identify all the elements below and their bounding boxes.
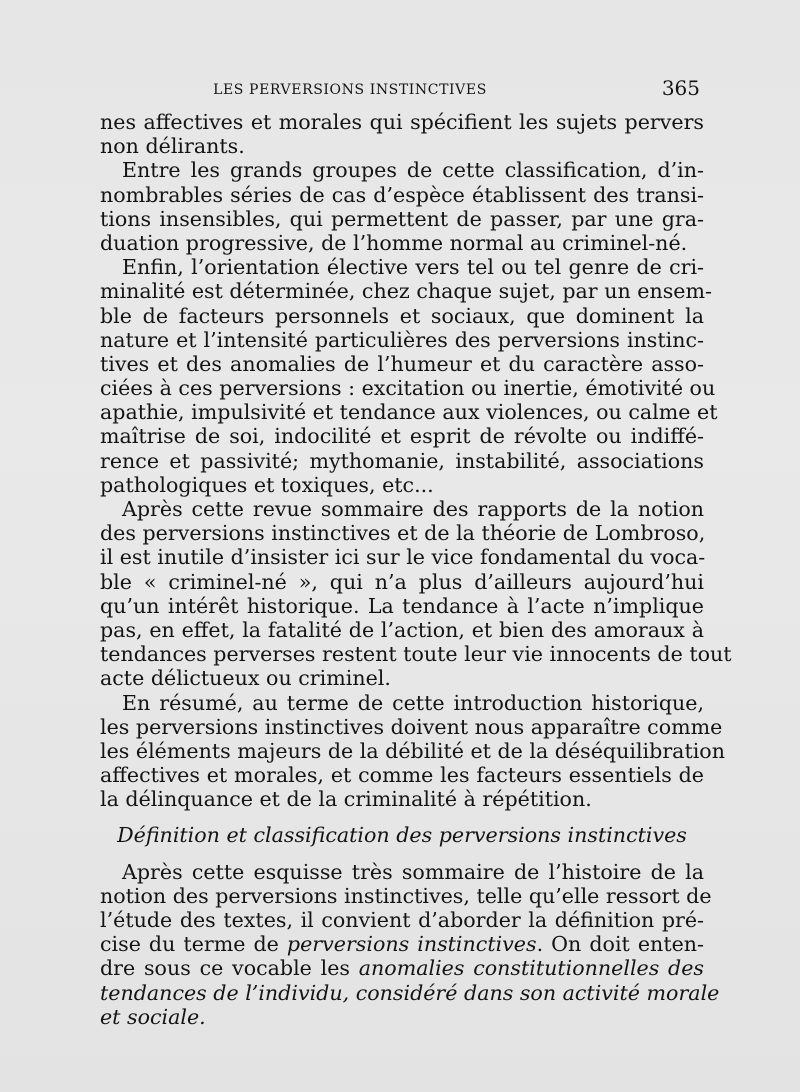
text-run: dre sous ce vocable les: [100, 956, 359, 981]
text-line: qu’un intérêt historique. La tendance à l’acte n’implique: [100, 593, 704, 618]
emphasis-definition: tendances de l’individu, considéré dans son activité morale: [100, 980, 720, 1005]
text-line: duation progressive, de l’homme normal au criminel-né.: [100, 230, 688, 255]
section: [100, 823, 720, 1029]
text-line: non délirants.: [100, 134, 245, 159]
text-line: les perversions instinctives doivent nous apparaître comme: [100, 714, 723, 739]
text-line: nature et l’intensité particulières des perversions instinc-: [100, 327, 704, 352]
text-line: minalité est déterminée, chez chaque sujet, par un ensem-: [100, 279, 712, 304]
text-line: des perversions instinctives et de la théorie de Lombroso,: [100, 521, 706, 546]
text-line: nombrables séries de cas d’espèce établissent des transi-: [100, 182, 704, 207]
text-line: ble « criminel-né », qui n’a plus d’ailleurs aujourd’hui: [100, 569, 704, 594]
text-line: l’étude des textes, il convient d’aborder la définition pré-: [100, 908, 704, 932]
text-line: Après cette esquisse très sommaire de l’histoire de la: [122, 859, 704, 884]
text-line: pas, en effet, la fatalité de l’action, et bien des amoraux à: [100, 617, 704, 642]
text-line: [100, 1005, 704, 1029]
text-line: maîtrise de soi, indocilité et esprit de révolte ou indiffé-: [100, 424, 704, 449]
text-line: tions insensibles, qui permettent de passer, par une gra-: [100, 206, 704, 231]
text-line: les éléments majeurs de la débilité et de la déséquilibration: [100, 738, 725, 763]
text-line: tives et des anomalies de l’humeur et du caractère asso-: [100, 351, 704, 376]
emphasis-term: perversions instinctives: [286, 932, 537, 957]
page-number: 365: [661, 76, 700, 100]
text-line: notion des perversions instinctives, telle qu’elle ressort de: [100, 883, 712, 908]
text-line: ble de facteurs personnels et sociaux, que dominent la: [100, 303, 704, 328]
text-line: Après cette revue sommaire des rapports de la notion: [122, 497, 704, 521]
page-header: [100, 76, 700, 106]
text-line: nes affectives et morales qui spécifient les sujets pervers: [100, 110, 704, 134]
text-line: la délinquance et de la criminalité à répétition.: [100, 787, 592, 812]
emphasis-definition: et sociale.: [100, 1004, 206, 1029]
text-line: acte délictueux ou criminel.: [100, 666, 391, 691]
text-line: En résumé, au terme de cette introduction historique,: [122, 690, 704, 715]
paragraph-6: [100, 859, 720, 1029]
text-line: affectives et morales, et comme les facteurs essentiels de: [100, 763, 704, 788]
text-line: Entre les grands groupes de cette classification, d’in-: [122, 158, 704, 183]
paragraph-5: [100, 690, 725, 812]
text-line: Enfin, l’orientation élective vers tel ou tel genre de cri-: [122, 255, 704, 280]
text-line: tendances perverses restent toute leur vie innocents de tout: [100, 642, 732, 667]
text-line: [100, 932, 704, 956]
text-line: pathologiques et toxiques, etc...: [100, 472, 434, 497]
body-text: [100, 110, 732, 1029]
running-title: LES PERVERSIONS INSTINCTIVES: [213, 82, 487, 98]
paragraph-3: [100, 255, 718, 497]
emphasis-definition: anomalies constitutionnelles des: [358, 956, 704, 981]
text-line: [100, 956, 704, 980]
section-heading: Définition et classification des perversions instinctives: [117, 823, 687, 848]
paragraph-2: [100, 158, 704, 255]
paragraph-1: [100, 110, 704, 158]
text-line: apathie, impulsivité et tendance aux violences, ou calme et: [100, 400, 718, 425]
text-line: il est inutile d’insister ici sur le vice fondamental du voca-: [100, 545, 706, 570]
text-run: cise du terme de: [100, 932, 287, 957]
text-run: . On doit enten-: [536, 932, 704, 957]
text-line: rence et passivité; mythomanie, instabilité, associations: [100, 448, 704, 473]
text-line: ciées à ces perversions : excitation ou inertie, émotivité ou: [100, 376, 716, 401]
paragraph-4: [100, 497, 732, 691]
text-line: [100, 980, 720, 1005]
